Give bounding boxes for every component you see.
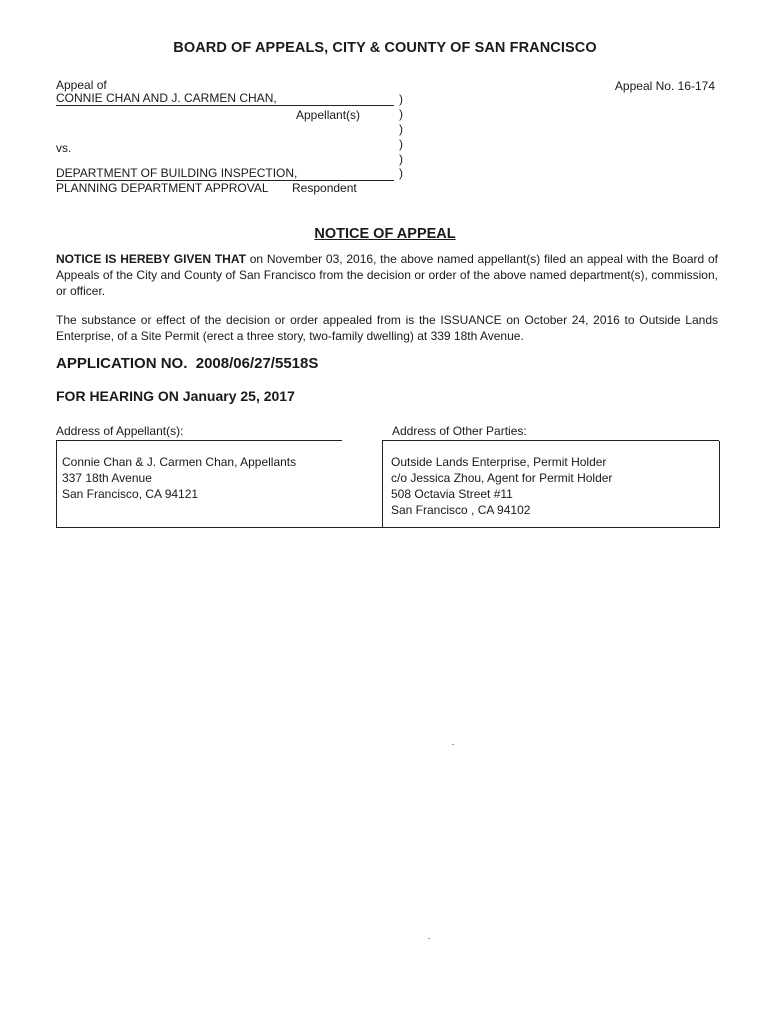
appellant-address-line: San Francisco, CA 94121 <box>62 487 199 501</box>
board-title: BOARD OF APPEALS, CITY & COUNTY OF SAN FRANCISCO <box>173 40 597 56</box>
other-parties-address-label: Address of Other Parties: <box>392 424 527 438</box>
address-table-divider <box>382 441 383 528</box>
appellants-name: CONNIE CHAN AND J. CARMEN CHAN, <box>56 91 277 105</box>
appeal-number: Appeal No. 16-174 <box>614 79 715 93</box>
hearing-date-value: January 25, 2017 <box>182 388 295 404</box>
other-parties-address-line: San Francisco , CA 94102 <box>391 503 531 517</box>
respondent-detail: PLANNING DEPARTMENT APPROVAL <box>56 181 269 195</box>
scan-speck <box>428 938 430 939</box>
notice-paragraph-text: on November 03, 2016, the above named appellant(s) filed an appeal with the Board of Appeals of the City and County of San Francisco from the decision or order of the above named department(s), commission, or officer. <box>56 252 718 298</box>
respondent-name: DEPARTMENT OF BUILDING INSPECTION, <box>56 166 298 180</box>
respondent-role: Respondent <box>292 181 357 195</box>
caption-paren: ) <box>399 107 403 121</box>
application-number-label: APPLICATION NO. <box>56 355 188 372</box>
scan-speck <box>452 744 454 745</box>
other-parties-address-line: Outside Lands Enterprise, Permit Holder <box>391 455 607 469</box>
appellant-address-label: Address of Appellant(s): <box>56 424 184 438</box>
notice-lead: NOTICE IS HEREBY GIVEN THAT <box>56 252 246 266</box>
versus-label: vs. <box>56 141 72 155</box>
notice-paragraph <box>56 251 718 299</box>
hearing-label: FOR HEARING ON <box>56 388 179 404</box>
appeal-of-label: Appeal of <box>56 78 107 92</box>
caption-paren: ) <box>399 166 403 180</box>
appellant-address-line: Connie Chan & J. Carmen Chan, Appellants <box>62 455 297 469</box>
application-number-value: 2008/06/27/5518S <box>195 355 319 372</box>
other-parties-address-line: c/o Jessica Zhou, Agent for Permit Holder <box>391 471 613 485</box>
substance-paragraph: The substance or effect of the decision or order appealed from is the ISSUANCE on October 24, 2016 to Outside Lands Enterprise, of a Site Permit (erect a three story, two-family dwelling) at 339 18th Avenue. <box>56 313 718 343</box>
appellant-address-line: 337 18th Avenue <box>62 471 152 485</box>
other-parties-address <box>391 454 612 518</box>
appellants-name-rule <box>56 105 394 106</box>
caption-paren: ) <box>399 152 403 166</box>
caption-paren: ) <box>399 92 403 106</box>
caption-paren: ) <box>399 137 403 151</box>
other-parties-address-line: 508 Octavia Street #11 <box>391 487 513 501</box>
hearing-date <box>56 388 295 404</box>
appellant-address <box>62 454 296 502</box>
caption-paren: ) <box>399 122 403 136</box>
notice-title: NOTICE OF APPEAL <box>314 226 456 242</box>
application-number <box>56 355 318 372</box>
appellants-role: Appellant(s) <box>296 108 361 122</box>
